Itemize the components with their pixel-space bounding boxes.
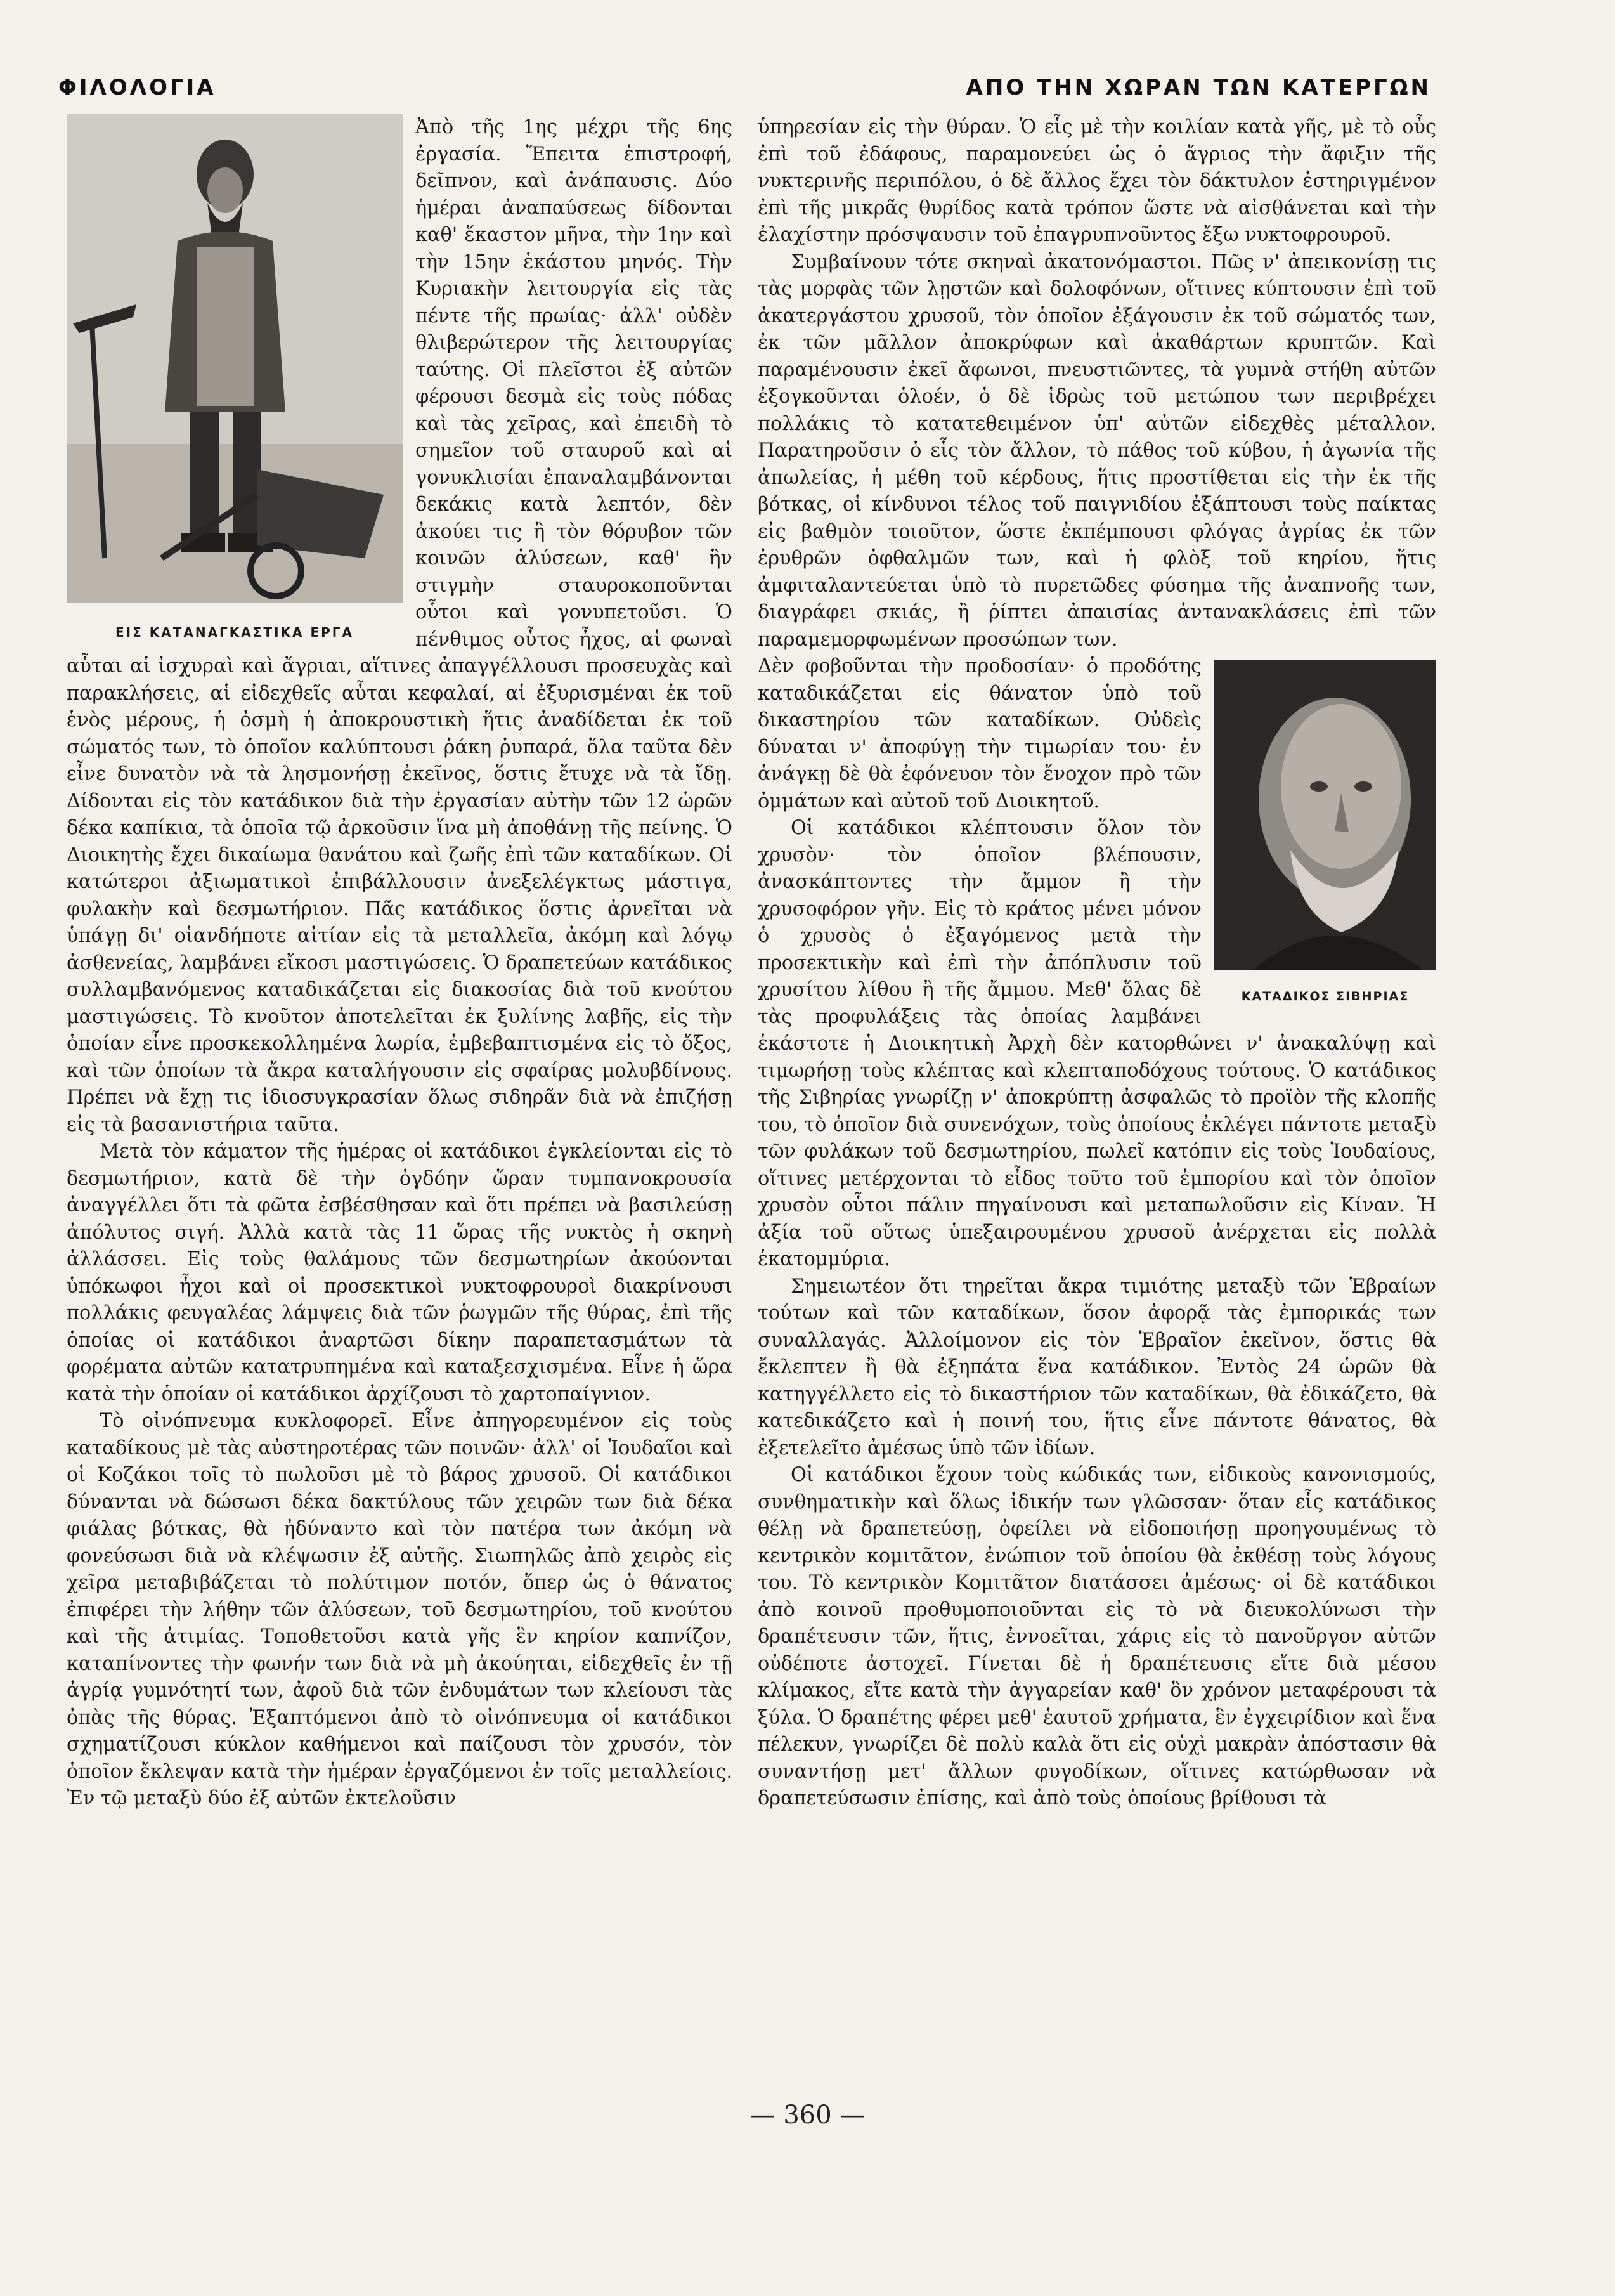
right-paragraph-6: Οἱ κατάδικοι ἔχουν τοὺς κώδικάς των, εἰδικοὺς κανονισμούς, συνθηματικὴν καὶ ὅλως ἰδικήν των γλῶσσαν· ὅταν εἷς κατάδικος θέλῃ νὰ δραπετεύσῃ, ὀφείλει νὰ εἰδοποιήσῃ προηγουμένως τὸ κεντρικὸν κομιτᾶτον, ἐνώπιον τοῦ ὁποίου θὰ ἐκθέσῃ τοὺς λόγους του. Τὸ κεντρικὸν Κομιτᾶτον διατάσσει ἀμέσως· οἱ δὲ κατάδικοι ἀπὸ κοινοῦ προθυμοποιοῦνται εἰς τὸ νὰ διευκολύνωσι τὴν δραπέτευσιν τῶν, ἥτις, ἐννοεῖται, χάρις εἰς τὸ πανοῦργον αὐτῶν οὐδέποτε ἀστοχεῖ. Γίνεται δὲ ἡ δραπέτευσις εἴτε διὰ μέσου κλίμακος, εἴτε κατὰ τὴν ἀγγαρείαν καθ' ὃν χρόνον μεταφέρουσι τὰ ξύλα. Ὁ δραπέτης φέρει μεθ' ἑαυτοῦ χρήματα, ἓν ἐγχειρίδιον καὶ ἕνα πέλεκυν, γνωρίζει δὲ πολὺ καλὰ ὅτι εἰς οὐχὶ μακρὰν ἀπόστασιν θὰ συναντήσῃ μετ' ἄλλων φυγοδίκων, οἵτινες κατώρθωσαν νὰ δραπετεύσωσιν ἐπίσης, καὶ ἀπὸ τοὺς ὁποίους βρίθουσι τὰ	[758, 1464, 1436, 1810]
right-photo-caption: ΚΑΤΑΔΙΚΟΣ ΣΙΒΗΡΙΑΣ	[1241, 989, 1410, 1003]
convict-portrait-photo-icon	[1214, 660, 1436, 970]
left-paragraph-3: Τὸ οἰνόπνευμα κυκλοφορεῖ. Εἶνε ἀπηγορευμένον εἰς τοὺς καταδίκους μὲ τὰς αὐστηροτέρας τῶν ποινῶν· ἀλλ' οἱ Ἰουδαῖοι καὶ οἱ Κοζάκοι τοῖς τὸ πωλοῦσι μὲ τὸ βάρος χρυσοῦ. Οἱ κατάδικοι δύνανται νὰ δώσωσι δέκα δακτύλους τῶν χειρῶν των διὰ δέκα φιάλας βότκας, θὰ ἠδύναντο καὶ τὸν πατέρα των ἀκόμη νὰ φονεύσωσι διὰ νὰ κλέψωσιν ἐξ αὐτῆς. Σιωπηλῶς ἀπὸ χειρὸς εἰς χεῖρα μεταβιβάζεται τὸ πολύτιμον ποτόν, ὅπερ ὡς ὁ θάνατος ἐπιφέρει τὴν λήθην τῶν ἁλύσεων, τοῦ δεσμωτηρίου, τοῦ κνούτου καὶ τῆς ἀτιμίας. Τοποθετοῦσι κατὰ γῆς ἓν κηρίον καπνίζον, καταπίνοντες τὴν φωνήν των διὰ νὰ μὴ ἀκούηται, εἰδεχθεῖς ἐν τῇ ἀγρίᾳ γυμνότητί των, ἀφοῦ διὰ τῶν ἐνδυμάτων των κλείουσι τὰς ὀπὰς τῆς θύρας. Ἐξαπτόμενοι ἀπὸ τὸ οἰνόπνευμα οἱ κατάδικοι σχηματίζουσι κύκλον καθήμενοι καὶ παίζουσι τὸν χρυσόν, τὸν ὁποῖον ἔκλεψαν κατὰ τὴν ἡμέραν ἐργαζόμενοι ἐν τοῖς μεταλλείοις. Ἐν τῷ μεταξὺ δύο ἐξ αὐτῶν ἐκτελοῦσιν	[67, 1410, 732, 1810]
page-number: — 360 —	[749, 2101, 866, 2130]
right-photo-block	[1214, 660, 1436, 1015]
left-paragraph-1: Ἀπὸ τῆς 1ης μέχρι τῆς 6ης ἐργασία. Ἔπειτα ἐπιστροφή, δεῖπνον, καὶ ἀνάπαυσις. Δύο ἡμέραι ἀναπαύσεως δίδονται καθ' ἕκαστον μῆνα, τὴν 1ην καὶ τὴν 15ην ἑκάστου μηνός. Τὴν Κυριακὴν λειτουργία εἰς τὰς πέντε τῆς πρωίας· ἀλλ' οὐδὲν θλιβερώτερον τῆς λειτουργίας ταύτης. Οἱ πλεῖστοι ἐξ αὐτῶν φέρουσι δεσμὰ εἰς τοὺς πόδας καὶ τὰς χεῖρας, καὶ ἐπειδὴ τὸ σημεῖον τοῦ σταυροῦ καὶ αἱ γονυκλισίαι ἐπαναλαμβάνονται δεκάκις κατὰ λεπτόν, δὲν ἀκούει τις ἢ τὸν θόρυβον τῶν κοινῶν ἁλύσεων, καθ' ἣν στιγμὴν σταυροκοποῦνται οὗτοι καὶ γονυπετοῦσι. Ὁ πένθιμος οὗτος ἦχος, αἱ φωναὶ αὗται αἱ ἰσχυραὶ καὶ ἄγριαι, αἵτινες ἀπαγγέλλουσι προσευχὰς καὶ παρακλήσεις, αἱ εἰδεχθεῖς αὗται κεφαλαί, αἱ ἐξυρισμέναι ἐκ τοῦ ἑνὸς μέρους, ἡ ὀσμὴ ἡ ἀποκρουστικὴ ἥτις ἀναδίδεται ἐκ τοῦ σώματός των, τὸ ὁποῖον καλύπτουσι ῥάκη ῥυπαρά, ὅλα ταῦτα δὲν εἶνε δυνατὸν νὰ τὰ λησμονήσῃ ἐκεῖνος, ὅστις ἔτυχε νὰ τὰ ἴδῃ. Δίδονται εἰς τὸν κατάδικον διὰ τὴν ἐργασίαν αὐτὴν τῶν 12 ὡρῶν δέκα καπίκια, τὰ ὁποῖα τῷ ἀρκοῦσιν ἵνα μὴ ἀποθάνῃ τῆς πείνης. Ὁ Διοικητὴς ἔχει δικαίωμα θανάτου καὶ ζωῆς ἐπὶ τῶν καταδίκων. Οἱ κατώτεροι ἀξιωματικοὶ ἐπιβάλλουσιν ἀνεξελέγκτως μάστιγα, φυλακὴν καὶ δεσμωτήριον. Πᾶς κατάδικος ὅστις ἀρνεῖται νὰ ὑπάγῃ δι' οἱανδήποτε αἰτίαν εἰς τὰ μεταλλεῖα, ἀκόμη καὶ λόγῳ ἀσθενείας, λαμβάνει εἴκοσι μαστιγώσεις. Ὁ δραπετεύων κατάδικος συλλαμβανόμενος καταδικάζεται εἰς διακοσίας διὰ τοῦ κνούτου μαστιγώσεις. Τὸ κνοῦτον ἀποτελεῖται ἐκ ξυλίνης λαβῆς, εἰς τὴν ὁποίαν εἶνε προσκεκολλημένα λωρία, ἐμβεβαπτισμένα εἰς τὸ ὄξος, καὶ τῶν ὁποίων τὰ ἄκρα καταλήγουσιν εἰς σφαίρας μολυβδίνους. Πρέπει νὰ ἔχῃ τις ἰδιοσυγκρασίαν ὅλως σιδηρᾶν διὰ νὰ ἐπιζήσῃ εἰς τὰ βασανιστήρια ταῦτα.	[67, 116, 732, 1136]
right-paragraph-2: Συμβαίνουν τότε σκηναὶ ἀκατονόμαστοι. Πῶς ν' ἀπεικονίσῃ τις τὰς μορφὰς τῶν λῃστῶν καὶ δολοφόνων, οἵτινες κύπτουσιν ἐπὶ τοῦ ἀκατεργάστου χρυσοῦ, τὸν ὁποῖον ἐξάγουσιν ἐκ τοῦ σώματός των, ἐκ τῶν μᾶλλον ἀποκρύφων καὶ ἀκαθάρτων κρυπτῶν. Καὶ παραμένουσιν ἐκεῖ ἄφωνοι, πνευστιῶντες, τὰ γυμνὰ στήθη αὐτῶν ἐξογκοῦνται ὁλοέν, ὁ δὲ ἱδρὼς τοῦ μετώπου των περιβρέχει πολλάκις τὸ κατατεθειμένον ὑπ' αὐτῶν εἰδεχθὲς μέταλλον. Παρατηροῦσιν ὁ εἷς τὸν ἄλλον, τὸ πάθος τοῦ κύβου, ἡ ἀγωνία τῆς ἀπωλείας, ἡ μέθη τοῦ κέρδους, ἥτις προστίθεται εἰς τὴν ἐκ τῆς βότκας, οἱ κίνδυνοι τέλος τοῦ παιγνιδίου ἐξάπτουσι τοὺς παίκτας εἰς βαθμὸν τοιοῦτον, ὥστε ἐκπέμπουσι φλόγας ἀγρίας ἐκ τῶν ἐρυθρῶν ὀφθαλμῶν των, καὶ ἡ φλὸξ τοῦ κηρίου, ἥτις ἀμφιταλαντεύεται ὑπὸ τὸ πυρετῶδες φύσημα τῆς ἀναπνοῆς των, διαγράφει σκιάς, ἢ ῥίπτει ἀπαισίας ἀντανακλάσεις ἐπὶ τῶν παραμεμορφωμένων προσώπων των.	[758, 251, 1436, 651]
right-paragraph-4: Οἱ κατάδικοι κλέπτουσιν ὅλον τὸν χρυσὸν· τὸν ὁποῖον βλέπουσιν, ἀνασκάπτοντες τὴν ἄμμον ἢ τὴν χρυσοφόρον γῆν. Εἰς τὸ κράτος μένει μόνον ὁ χρυσὸς ὁ ἐξαγόμενος μετὰ τὴν προσεκτικὴν καὶ ἐπὶ τὴν ἀπόπλυσιν τοῦ χρυσίτου λίθου ἢ τῆς ἄμμου. Μεθ' ὅλας δὲ τὰς προφυλάξεις τὰς ὁποίας λαμβάνει ἑκάστοτε ἡ Διοικητικὴ Ἀρχὴ δὲν κατορθώνει ν' ἀνακαλύψῃ καὶ τιμωρήσῃ τοὺς κλέπτας καὶ κλεπταποδόχους τούτους. Ὁ κατάδικος τῆς Σιβηρίας γνωρίζῃ ν' ἀποκρύπτῃ ἀσφαλῶς τὸ προϊὸν τῆς κλοπῆς του, τὸ ὁποῖον διὰ συνενόχων, τοὺς ὁποίους ἐκλέγει πάντοτε μεταξὺ τῶν φυλάκων τοῦ δεσμωτηρίου, πωλεῖ κατόπιν εἰς τοὺς Ἰουδαίους, οἵτινες μετέρχονται τὸ εἶδος τοῦτο τοῦ ἐμπορίου καὶ τὸν ὁποῖον χρυσὸν οὗτοι πάλιν πηγαίνουσι καὶ μεταπωλοῦσιν εἰς Κίναν. Ἡ ἀξία τοῦ οὕτως ὑπεξαιρουμένου χρυσοῦ ἀνέρχεται εἰς πολλὰ ἑκατομμύρια.	[758, 817, 1436, 1270]
left-photo-caption: ΕΙΣ ΚΑΤΑΝΑΓΚΑΣΤΙΚΑ ΕΡΓΑ	[115, 625, 354, 640]
right-paragraph-3: Δὲν φοβοῦνται τὴν προδοσίαν· ὁ προδότης καταδικάζεται εἰς θάνατον ὑπὸ τοῦ δικαστηρίου τῶν καταδίκων. Οὐδεὶς δύναται ν' ἀποφύγῃ τὴν τιμωρίαν του· ἐν ἀνάγκῃ δὲ θὰ ἐφόνευον τὸν ἔνοχον πρὸ τῶν ὀμμάτων καὶ αὐτοῦ τοῦ Διοικητοῦ.	[758, 655, 1202, 812]
right-paragraph-1: ὑπηρεσίαν εἰς τὴν θύραν. Ὁ εἷς μὲ τὴν κοιλίαν κατὰ γῆς, μὲ τὸ οὖς ἐπὶ τοῦ ἐδάφους, παραμονεύει ὡς ὁ ἄγριος τὴν ἄφιξιν τῆς νυκτερινῆς περιπόλου, ὁ δὲ ἄλλος ἔχει τὸν δάκτυλον ἐστηριγμένον ἐπὶ τῆς μικρᾶς θυρίδος κατὰ τρόπον ὥστε νὰ αἰσθάνεται καὶ τὴν ἐλαχίστην πρόσψαυσιν τοῦ ἐπαγρυπνοῦντος ἔξω νυκτοφρουροῦ.	[758, 116, 1436, 246]
convict-labor-photo-icon	[67, 114, 403, 603]
left-paragraph-2: Μετὰ τὸν κάματον τῆς ἡμέρας οἱ κατάδικοι ἐγκλείονται εἰς τὸ δεσμωτήριον, κατὰ δὲ τὴν ὀγδόην ὥραν τυμπανοκρουσία ἀναγγέλλει ὅτι τὰ φῶτα ἐσβέσθησαν καὶ ὅτι πρέπει νὰ βασιλεύσῃ ἀπόλυτος σιγή. Ἀλλὰ κατὰ τὰς 11 ὥρας τῆς νυκτὸς ἡ σκηνὴ ἀλλάσσει. Εἰς τοὺς θαλάμους τῶν δεσμωτηρίων ἀκούονται ὑπόκωφοι ἦχοι καὶ οἱ προσεκτικοὶ νυκτοφρουροὶ διακρίνουσι πολλάκις φευγαλέας λάμψεις διὰ τῶν ῥωγμῶν τῆς θύρας, ἐπὶ τῆς ὁποίας οἱ κατάδικοι ἀναρτῶσι δίκην παραπετασμάτων τὰ φορέματα αὐτῶν κατατρυπημένα καὶ καταξεσχισμένα. Εἶνε ἡ ὥρα κατὰ τὴν ὁποίαν οἱ κατάδικοι ἀρχίζουσι τὸ χαρτοπαίγνιον.	[67, 1140, 732, 1406]
left-column	[67, 114, 732, 1813]
right-column	[758, 114, 1436, 1813]
left-photo-block	[67, 114, 403, 647]
right-paragraph-5: Σημειωτέον ὅτι τηρεῖται ἄκρα τιμιότης μεταξὺ τῶν Ἑβραίων τούτων καὶ τῶν καταδίκων, ὅσον ἀφορᾷ τὰς ἐμπορικάς των συναλλαγάς. Ἀλλοίμονον εἰς τὸν Ἑβραῖον ἐκεῖνον, ὅστις θὰ ἔκλεπτεν ἢ θὰ ἐξηπάτα ἕνα κατάδικον. Ἐντὸς 24 ὡρῶν θὰ κατηγγέλλετο εἰς τὸ δικαστήριον τῶν καταδίκων, θὰ ἐδικάζετο, θὰ κατεδικάζετο καὶ ἡ ποινή του, ἥτις εἶνε πάντοτε θάνατος, θὰ ἐξετελεῖτο ἀμέσως ὑπὸ τῶν ἰδίων.	[758, 1275, 1436, 1459]
page-header-left: ΦΙΛΟΛΟΓΙΑ	[58, 75, 216, 100]
page-header-right: ΑΠΟ ΤΗΝ ΧΩΡΑΝ ΤΩΝ ΚΑΤΕΡΓΩΝ	[966, 75, 1431, 100]
